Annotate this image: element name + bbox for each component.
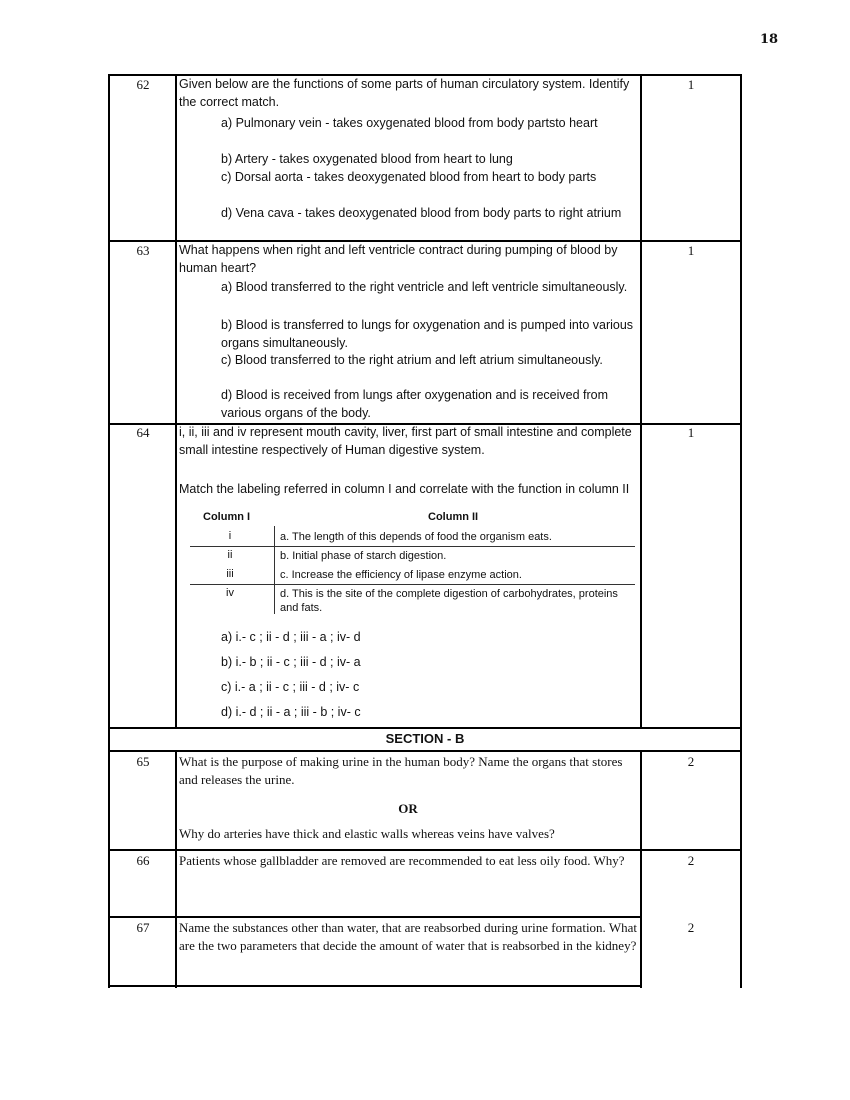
question-marks: 2 (687, 754, 695, 769)
option-b: b) i.- b ; ii - c ; iii - d ; iv- a (221, 655, 361, 669)
match-row-label: iii (226, 568, 234, 580)
option-a: a) i.- c ; ii - d ; iii - a ; iv- d (221, 630, 361, 644)
col-divider-1b (175, 751, 177, 988)
row-sep-65-66 (108, 849, 742, 851)
col-divider-2b (640, 751, 642, 988)
question-text: Patients whose gallbladder are removed are recommended to eat less oily food. Why? (179, 853, 625, 868)
question-number: 66 (136, 853, 150, 868)
row-sep-64-secB (108, 727, 742, 729)
col-divider-1 (175, 74, 177, 728)
page-number: 18 (760, 32, 779, 47)
option-c: c) Blood transferred to the right atrium and left atrium simultaneously. (221, 353, 603, 367)
column-1-header: Column I (203, 511, 251, 523)
question-marks: 1 (687, 77, 695, 92)
question-marks: 2 (687, 853, 695, 868)
match-row-label: iv (226, 587, 234, 599)
or-separator: OR (398, 801, 418, 816)
question-number: 67 (136, 920, 150, 935)
match-instruction: Match the labeling referred in column I and correlate with the function in column II (179, 482, 630, 496)
match-row-sep (190, 546, 635, 547)
column-2-header: Column II (428, 511, 479, 523)
option-a: a) Pulmonary vein - takes oxygenated blood from body partsto heart (221, 116, 598, 130)
question-stem: i, ii, iii and iv represent mouth cavity, liver, first part of small intestine and complete small intestine respectively of Human digestive system. (179, 425, 632, 457)
match-row-sep (190, 584, 635, 585)
option-b: b) Artery - takes oxygenated blood from heart to lung (221, 152, 513, 166)
option-c: c) Dorsal aorta - takes deoxygenated blood from heart to body parts (221, 170, 597, 184)
row-sep-66-67 (108, 916, 642, 918)
question-marks: 1 (687, 425, 695, 440)
question-text: Name the substances other than water, that are reabsorbed during urine formation. What are the two parameters that decide the amount of water that is reabsorbed in the kidney? (179, 920, 637, 953)
match-row-text: c. Increase the efficiency of lipase enzyme action. (280, 569, 522, 581)
question-number: 63 (136, 243, 150, 258)
question-number: 62 (136, 77, 150, 92)
match-row-text: d. This is the site of the complete digestion of carbohydrates, proteins and fats. (280, 588, 618, 614)
match-row-text: a. The length of this depends of food the organism eats. (280, 531, 552, 543)
match-row-label: ii (227, 549, 233, 561)
col-divider-2 (640, 74, 642, 728)
option-d: d) i.- d ; ii - a ; iii - b ; iv- c (221, 705, 361, 719)
question-number: 64 (136, 425, 150, 440)
option-c: c) i.- a ; ii - c ; iii - d ; iv- c (221, 680, 360, 694)
match-row-label: i (228, 530, 232, 542)
match-table-divider (274, 526, 275, 614)
alternate-question-text: Why do arteries have thick and elastic walls whereas veins have valves? (179, 826, 555, 841)
match-row-text: b. Initial phase of starch digestion. (280, 550, 447, 562)
question-stem: Given below are the functions of some parts of human circulatory system. Identify the correct match. (179, 77, 630, 109)
question-marks: 2 (687, 920, 695, 935)
section-heading: SECTION - B (385, 731, 465, 746)
row-sep-secB-65 (108, 750, 742, 752)
option-a: a) Blood transferred to the right ventricle and left ventricle simultaneously. (221, 280, 628, 294)
question-number: 65 (136, 754, 150, 769)
option-d: d) Blood is received from lungs after oxygenation and is received from various organs of the body. (221, 388, 608, 420)
question-stem: What happens when right and left ventricle contract during pumping of blood by human heart? (179, 243, 618, 275)
question-marks: 1 (687, 243, 695, 258)
question-text: What is the purpose of making urine in the human body? Name the organs that stores and releases the urine. (179, 754, 623, 787)
option-d: d) Vena cava - takes deoxygenated blood from body parts to right atrium (221, 206, 622, 220)
option-b: b) Blood is transferred to lungs for oxygenation and is pumped into various organs simultaneously. (221, 318, 634, 350)
table-border-bottom (108, 985, 642, 987)
